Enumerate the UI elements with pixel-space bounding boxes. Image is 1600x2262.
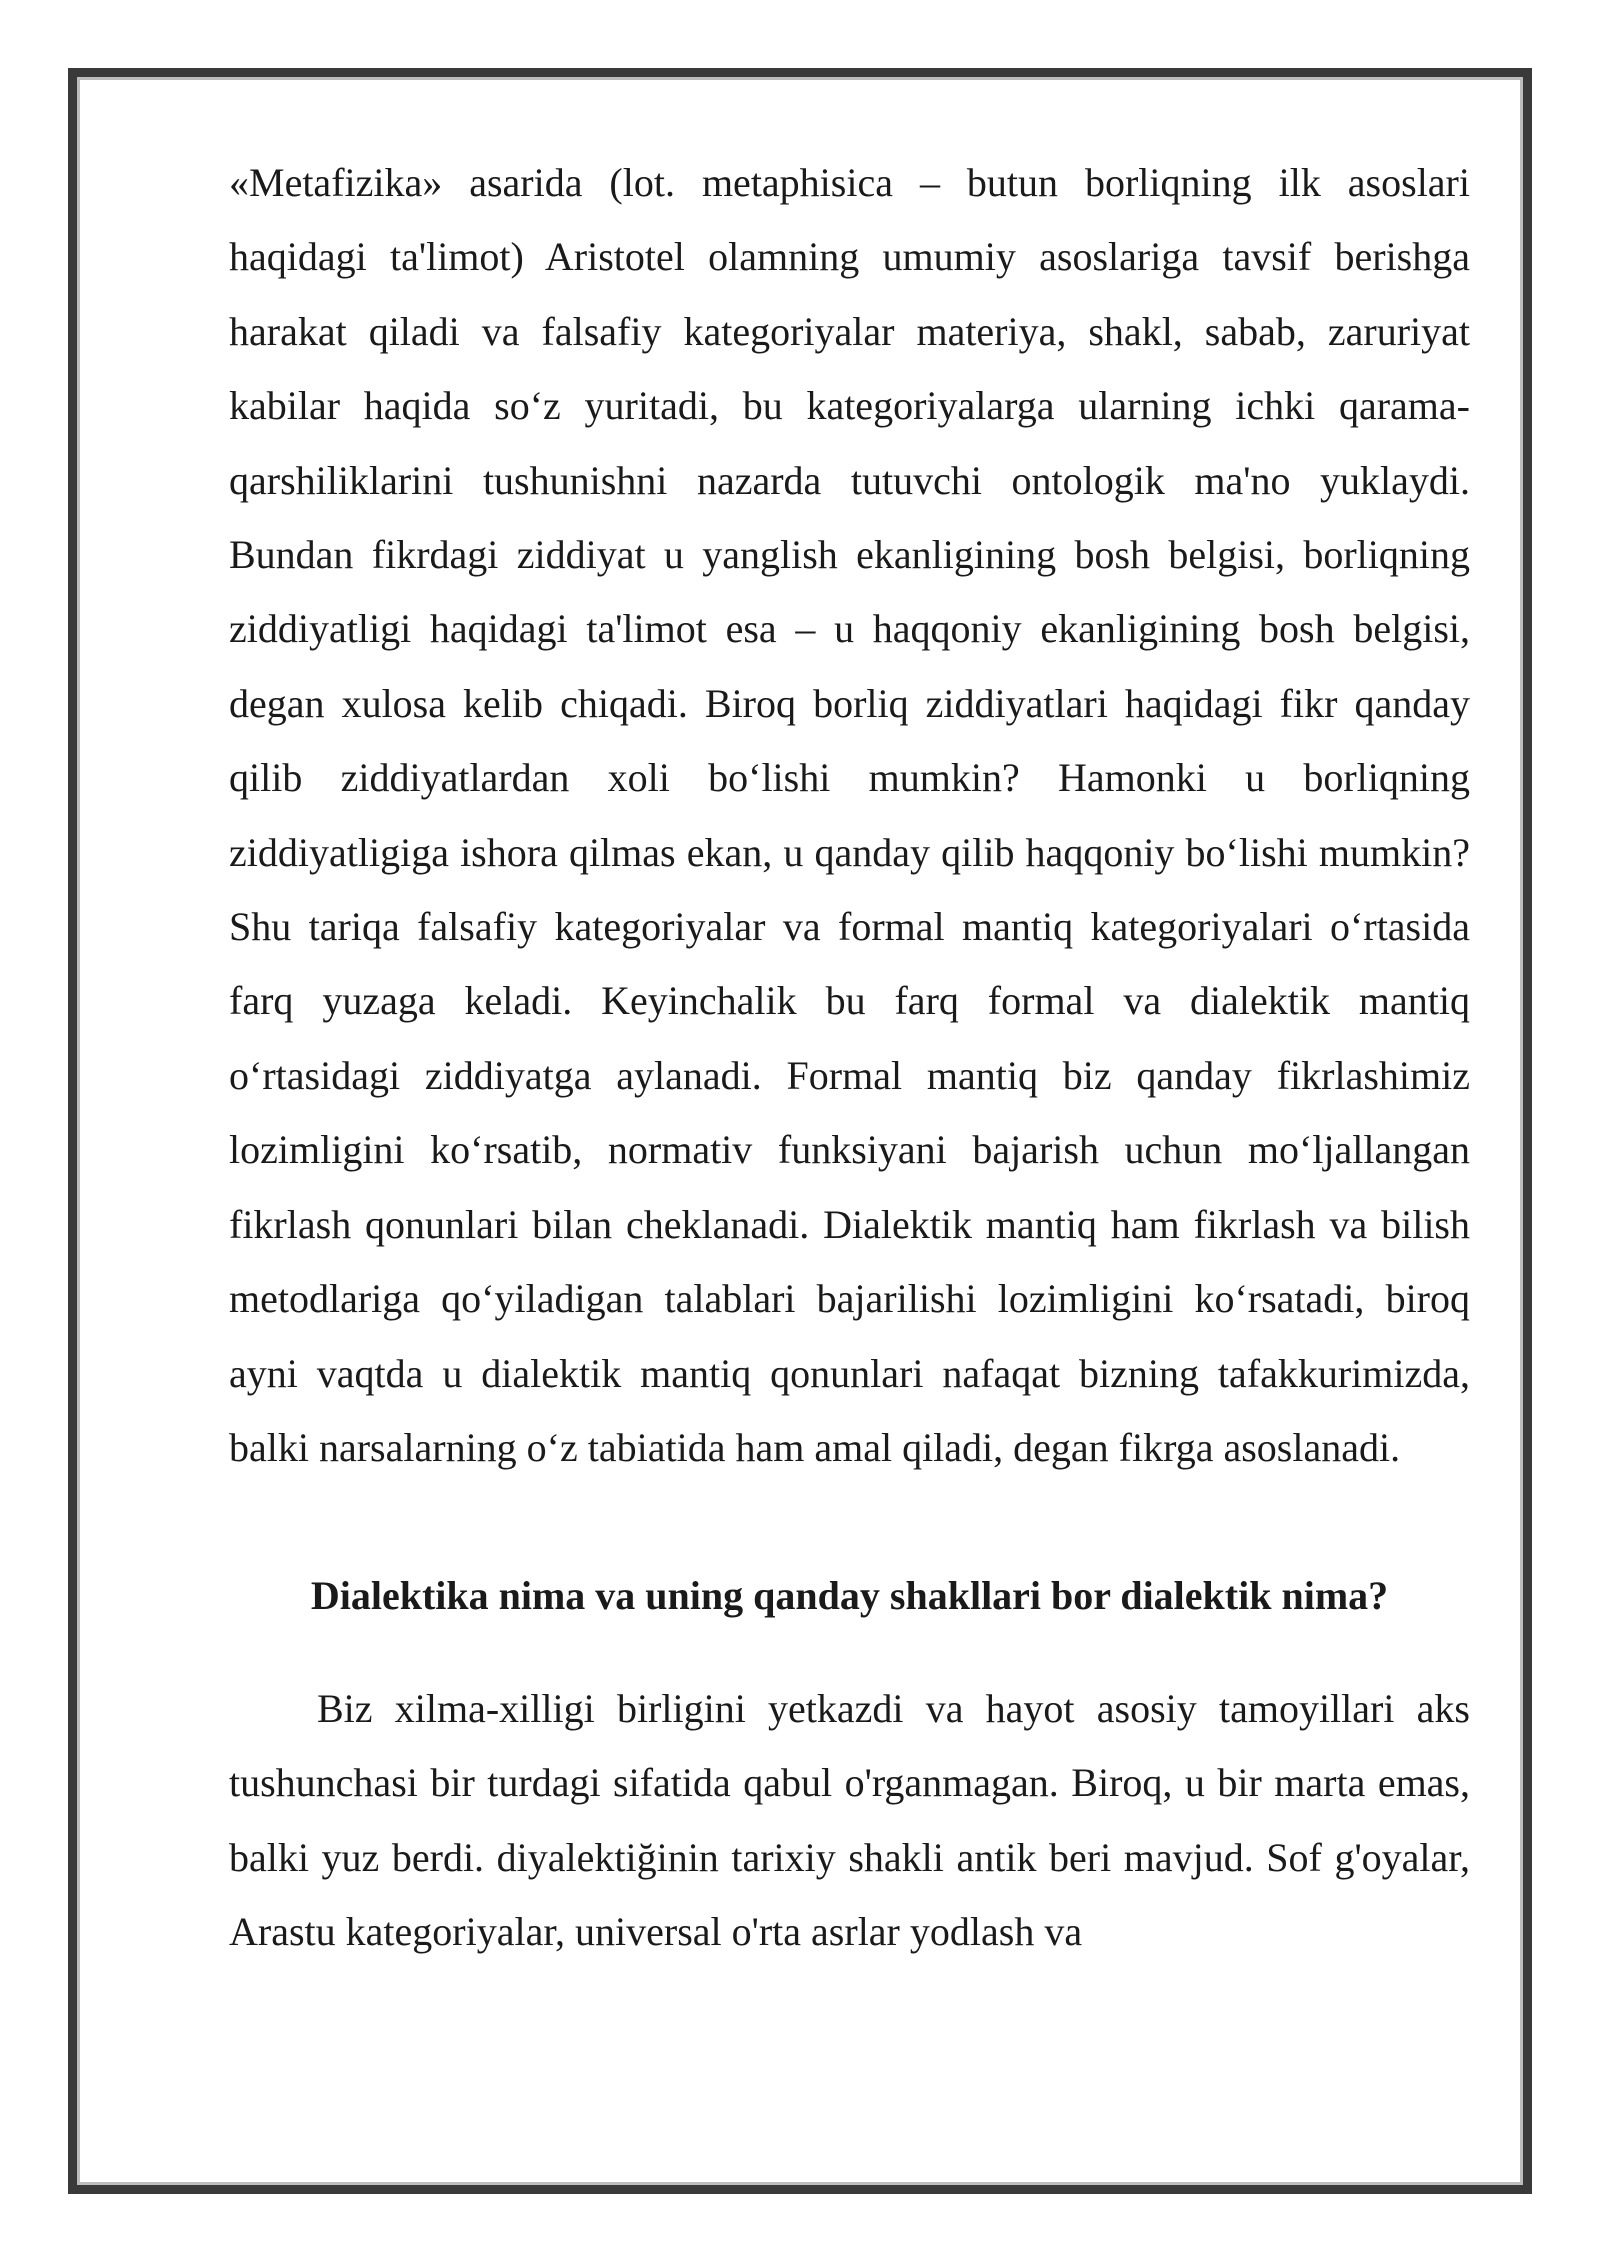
document-body: [229, 146, 1470, 1969]
body-paragraph: Biz xilma-xilligi birligini yetkazdi va hayot asosiy tamoyillari aks tushunchasi bir turdagi sifatida qabul o'rganmagan. Biroq, u bir marta emas, balki yuz berdi. diyalektiğinin tarixiy shakli antik beri mavjud. Sof g'oyalar, Arastu kategoriyalar, universal o'rta asrlar yodlash va: [229, 1685, 1470, 1954]
body-paragraph: «Metafizika» asarida (lot. metaphisica – butun borliqning ilk asoslari haqidagi ta'limot) Aristotel olamning umumiy asoslariga tavsif berishga harakat qiladi va falsafiy kategoriyalar materiya, shakl, sabab, zaruriyat kabilar haqida so‘z yuritadi, bu kategoriyalarga ularning ichki qarama-qarshiliklarini tushunishni nazarda tutuvchi ontologik ma'no yuklaydi. Bundan fikrdagi ziddiyat u yanglish ekanligining bosh belgisi, borliqning ziddiyatligi haqidagi ta'limot esa – u haqqoniy ekanligining bosh belgisi, degan xulosa kelib chiqadi. Biroq borliq ziddiyatlari haqidagi fikr qanday qilib ziddiyatlardan xoli bo‘lishi mumkin? Hamonki u borliqning ziddiyatligiga ishora qilmas ekan, u qanday qilib haqqoniy bo‘lishi mumkin? Shu tariqa falsafiy kategoriyalar va formal mantiq kategoriyalari o‘rtasida farq yuzaga keladi. Keyinchalik bu farq formal va dialektik mantiq o‘rtasidagi ziddiyatga aylanadi. Formal mantiq biz qanday fikrlashimiz lozimligini ko‘rsatib, normativ funksiyani bajarish uchun mo‘ljallangan fikrlash qonunlari bilan cheklanadi. Dialektik mantiq ham fikrlash va bilish metodlariga qo‘yiladigan talablari bajarilishi lozimligini ko‘rsatadi, biroq ayni vaqtda u dialektik mantiq qonunlari nafaqat bizning tafakkurimizda, balki narsalarning o‘z tabiatida ham amal qiladi, degan fikrga asoslanadi.: [229, 160, 1470, 1470]
section-heading: Dialektika nima va uning qanday shakllari bor dialektik nima?: [310, 1573, 1389, 1619]
